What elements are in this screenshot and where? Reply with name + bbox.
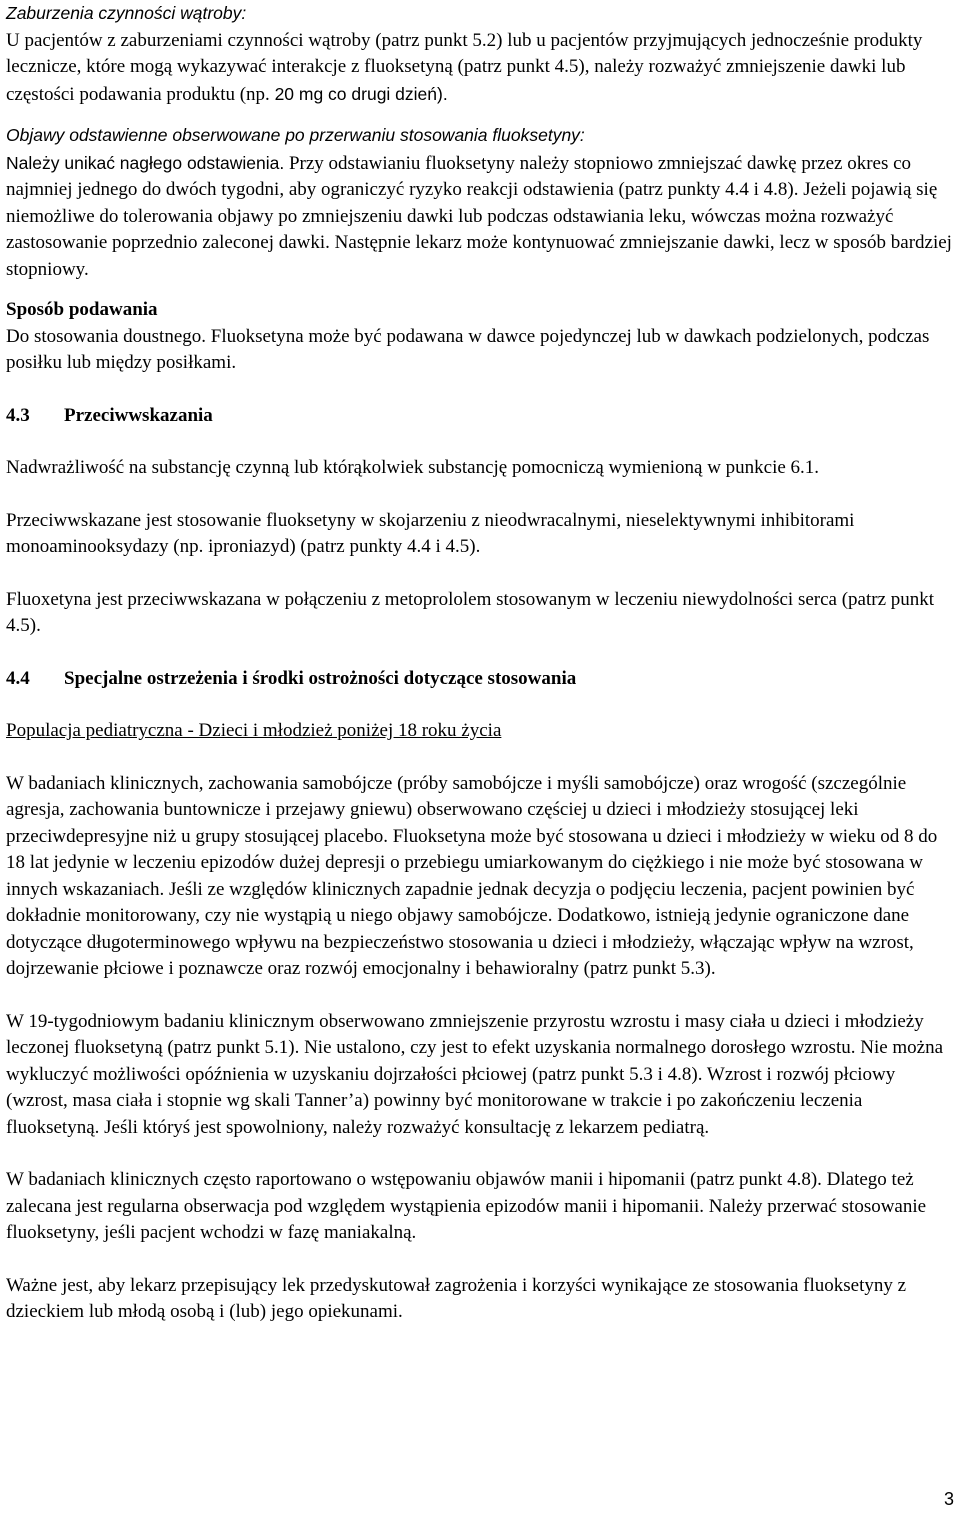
administration-section bbox=[6, 297, 954, 377]
contraindication-paragraph-2: Przeciwwskazane jest stosowanie fluoksetyny w skojarzeniu z nieodwracalnymi, nieselektywnymi inhibitorami monoaminooksydazy (np. iproniazyd) (patrz punkty 4.4 i 4.5). bbox=[6, 509, 855, 557]
administration-text: Do stosowania doustnego. Fluoksetyna może być podawana w dawce pojedynczej lub w dawkach podzielonych, podczas posiłku lub między posiłkami. bbox=[6, 325, 930, 373]
administration-title: Sposób podawania bbox=[6, 299, 158, 320]
section-4-3-heading bbox=[6, 403, 954, 430]
liver-impairment-dose: 20 mg co drugi dzień). bbox=[274, 83, 448, 104]
warning-paragraph-2: W 19-tygodniowym badaniu klinicznym obserwowano zmniejszenie przyrostu wzrostu i masy ciała u dzieci i młodzieży leczonej fluoksetyną (patrz punkt 5.1). Nie ustalono, czy jest to efekt uzyskania normalnego dorosłego wzrostu. Nie można wykluczyć możliwości opóźnienia w uzyskaniu dojrzałości płciowej (patrz punkt 5.3 i 4.8). Wzrost i rozwój płciowy (wzrost, masa ciała i stopnie wg skali Tanner’a) powinny być monitorowane w trakcie i po zakończeniu leczenia fluoksetyną. Jeśli któryś jest spowolniony, należy rozważyć konsultację z lekarzem pediatrą. bbox=[6, 1010, 944, 1138]
withdrawal-text-3: Jeżeli pojawią się niemożliwe do tolerowania objawy po zmniejszeniu dawki lub podczas odstawiania leku, wówczas można rozważyć zastosowanie poprzednio zaleconej dawki. Następnie lekarz może kontynuować zmniejszanie dawki, lecz w sposób bardziej stopniowy. bbox=[6, 179, 952, 280]
section-4-4-title: Specjalne ostrzeżenia i środki ostrożności dotyczące stosowania bbox=[64, 667, 577, 689]
withdrawal-section bbox=[6, 122, 954, 283]
warning-paragraph-3: W badaniach klinicznych często raportowano o wstępowaniu objawów manii i hipomanii (patrz punkt 4.8). Dlatego też zalecana jest regularna obserwacja pod względem wystąpienia epizodów manii i hipomanii. Należy przerwać stosowanie fluoksetyny, jeśli pacjent wchodzi w fazę maniakalną. bbox=[6, 1169, 927, 1243]
contraindication-paragraph-1: Nadwrażliwość na substancję czynną lub którąkolwiek substancję pomocniczą wymienioną w punkcie 6.1. bbox=[6, 457, 820, 478]
liver-impairment-text: U pacjentów z zaburzeniami czynności wątroby (patrz punkt 5.2) lub u pacjentów przyjmujących jednocześnie produkty lecznicze, które mogą wykazywać interakcje z fluoksetyną (patrz punkt 4.5), należy rozważyć zmniejszenie dawki lub częstości podawania produktu (np. bbox=[6, 29, 923, 105]
warning-paragraph-4: Ważne jest, aby lekarz przepisujący lek przedyskutował zagrożenia i korzyści wynikające ze stosowania fluoksetyny z dzieckiem lub młodą osobą i (lub) jego opiekunami. bbox=[6, 1274, 907, 1322]
liver-section bbox=[6, 0, 954, 108]
section-4-4-heading bbox=[6, 666, 954, 693]
withdrawal-text-2: Przy odstawianiu fluoksetyny należy stopniowo zmniejszać dawkę przez okres co najmniej jednego do dwóch tygodni, aby ograniczyć ryzyko reakcji odstawienia (patrz punkty 4.4 i 4.8). bbox=[6, 152, 912, 200]
withdrawal-title: Objawy odstawienne obserwowane po przerwaniu stosowania fluoksetyny: bbox=[6, 125, 585, 145]
contraindication-paragraph-3: Fluoxetyna jest przeciwwskazana w połączeniu z metoprololem stosowanym w leczeniu niewydolności serca (patrz punkt 4.5). bbox=[6, 588, 935, 636]
page-number: 3 bbox=[943, 1489, 954, 1509]
section-4-4-number: 4.4 bbox=[6, 667, 30, 689]
section-4-3-title: Przeciwwskazania bbox=[64, 404, 213, 426]
pediatric-subtitle: Populacja pediatryczna - Dzieci i młodzież poniżej 18 roku życia bbox=[6, 720, 502, 741]
liver-impairment-title: Zaburzenia czynności wątroby: bbox=[6, 3, 247, 23]
warning-paragraph-1: W badaniach klinicznych, zachowania samobójcze (próby samobójcze i myśli samobójcze) oraz wrogość (szczególnie agresja, zachowania buntownicze i przejawy gniewu) obserwowano częściej u dzieci i młodzieży stosującej leki przeciwdepresyjne niż u grupy stosującej placebo. Fluoksetyna może być stosowana u dzieci i młodzieży w wieku od 8 do 18 lat jedynie w leczeniu epizodów dużej depresji o przebiegu umiarkowanym do ciężkiego i nie może być stosowana w innych wskazaniach. Jeśli ze względów klinicznych zapadnie jednak decyzja o podjęciu leczenia, pacjent powinien być dokładnie monitorowany, czy nie wystąpią u niego objawy samobójcze. Dodatkowo, istnieją jedynie ograniczone dane dotyczące długoterminowego wpływu na bezpieczeństwo stosowania u dzieci i młodzieży, włączając wpływ na wzrost, dojrzewanie płciowe i poznawcze oraz rozwój emocjonalny i behawioralny (patrz punkt 5.3). bbox=[6, 772, 938, 979]
section-4-3-number: 4.3 bbox=[6, 404, 30, 426]
withdrawal-text-1: Należy unikać nagłego odstawienia. bbox=[6, 152, 285, 173]
document-page bbox=[6, 0, 954, 1326]
